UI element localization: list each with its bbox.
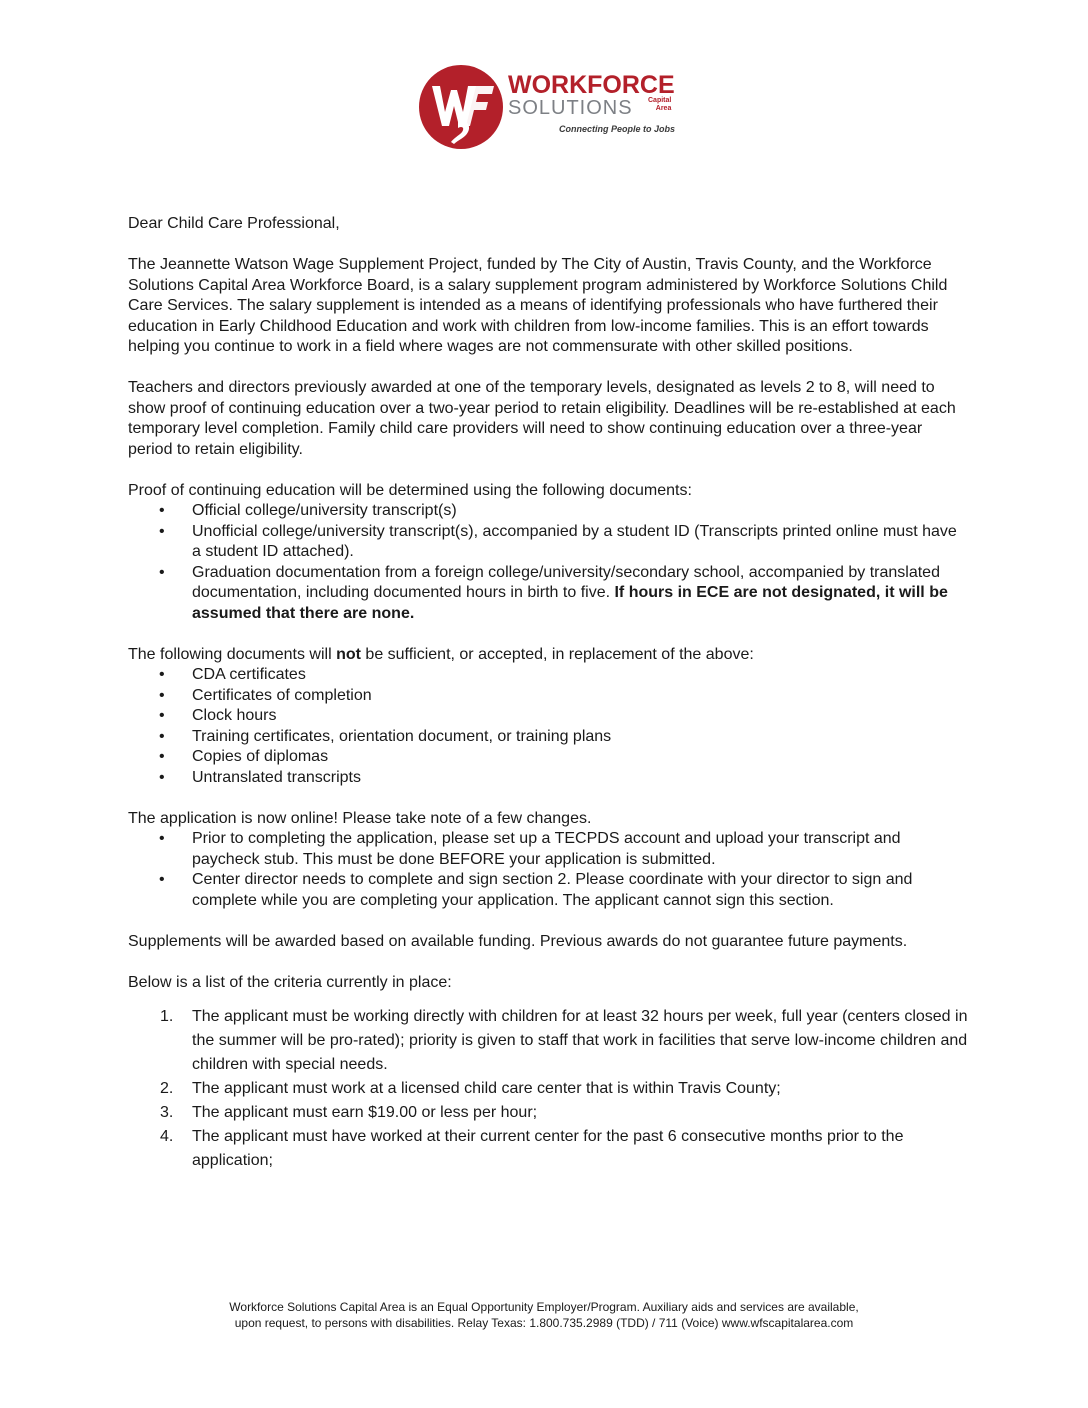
list-item (128, 1101, 968, 1125)
list-item-text: Center director needs to complete and sign section 2. Please coordinate with your director to sign and complete while you are completing your application. The applicant cannot sign this section. (192, 871, 913, 909)
list-item-text: Unofficial college/university transcript(s), accompanied by a student ID (Transcripts printed online must have a student ID attached). (192, 522, 957, 560)
bullet-icon: • (159, 666, 165, 683)
not-accepted-intro (128, 645, 968, 666)
list-item (128, 1005, 968, 1077)
list-item (128, 870, 968, 911)
footer (0, 1299, 1088, 1331)
list-item (128, 501, 968, 522)
list-item (128, 829, 968, 870)
bullet-icon: • (159, 707, 165, 724)
proof-list (128, 501, 968, 624)
bullet-icon: • (159, 522, 165, 540)
list-item-text: Graduation documentation from a foreign college/university/secondary school, accompanied by translated documentation, including documented hours in birth to five. (192, 563, 940, 601)
list-item-text: Training certificates, orientation document, or training plans (192, 727, 612, 745)
list-item-text: The applicant must earn $19.00 or less per hour; (192, 1104, 538, 1121)
list-item (128, 522, 968, 563)
bullet-icon: • (159, 768, 165, 786)
online-intro: The application is now online! Please take note of a few changes. (128, 809, 592, 827)
footer-line1: Workforce Solutions Capital Area is an Equal Opportunity Employer/Program. Auxiliary aids and services are available, (229, 1300, 859, 1314)
logo-solutions-text: SOLUTIONS (508, 97, 633, 119)
logo-tagline: Connecting People to Jobs (559, 124, 676, 134)
list-number: 2. (160, 1080, 174, 1097)
logo-region-line2: Area (655, 105, 672, 112)
bullet-icon: • (159, 502, 165, 519)
list-item (128, 563, 968, 625)
list-number: 3. (160, 1104, 174, 1121)
workforce-solutions-logo (418, 64, 688, 152)
list-item-text: The applicant must work at a licensed child care center that is within Travis County; (192, 1080, 781, 1097)
paragraph-program: The Jeannette Watson Wage Supplement Project, funded by The City of Austin, Travis County, and the Workforce Solutions Capital Area Workforce Board, is a salary supplement program administered by Workforce Solutions Child Care Services. The salary supplement is intended as a means of identifying professionals who have furthered their education in Early Childhood Education and work with children from low-income families. This is an effort towards helping you continue to work in a field where wages are not commensurate with other skilled positions. (128, 256, 948, 355)
footer-line2: upon request, to persons with disabilities. Relay Texas: 1.800.735.2989 (TDD) / 711 (Voice) www.wfscapitalarea.com (234, 1316, 854, 1330)
not-intro-bold: not (336, 645, 361, 663)
paragraph-funding: Supplements will be awarded based on available funding. Previous awards do not guarantee future payments. (128, 932, 908, 950)
list-item (128, 686, 968, 707)
list-item-text: Clock hours (192, 707, 277, 724)
logo-region-line1: Capital (648, 97, 672, 104)
list-item (128, 727, 968, 748)
list-item (128, 1125, 968, 1173)
paragraph-eligibility: Teachers and directors previously awarded at one of the temporary levels, designated as levels 2 to 8, will need to show proof of continuing education over a two-year period to retain eligibility. Deadlines will be re-established at each temporary level completion. Family child care providers will need to show continuing education over a three-year period to retain eligibility. (128, 379, 956, 458)
list-item-text: The applicant must have worked at their current center for the past 6 consecutive months prior to the application; (192, 1128, 904, 1169)
list-item-text: CDA certificates (192, 666, 306, 683)
list-item (128, 706, 968, 727)
bullet-icon: • (159, 686, 165, 704)
logo-region (648, 97, 671, 113)
bullet-icon: • (159, 563, 165, 581)
not-intro-post: be sufficient, or accepted, in replacement of the above: (360, 645, 754, 663)
not-intro-pre: The following documents will (128, 645, 337, 663)
criteria-intro: Below is a list of the criteria currently in place: (128, 973, 452, 991)
list-item (128, 1077, 968, 1101)
logo-workforce-text: WORKFORCE (508, 71, 675, 99)
proof-intro: Proof of continuing education will be determined using the following documents: (128, 481, 692, 499)
online-changes-list (128, 829, 968, 911)
list-item-text: The applicant must be working directly with children for at least 32 hours per week, full year (centers closed in the summer will be pro-rated); priority is given to staff that work in facilities that serve low-income children and children with special needs. (192, 1008, 968, 1073)
list-item (128, 665, 968, 686)
bullet-icon: • (159, 727, 165, 745)
bullet-icon: • (159, 830, 165, 847)
letter-body (128, 214, 968, 1194)
bullet-icon: • (159, 871, 165, 888)
list-item (128, 768, 968, 789)
list-item-text: Prior to completing the application, please set up a TECPDS account and upload your transcript and paycheck stub. This must be done BEFORE your application is submitted. (192, 830, 901, 868)
list-item-text: Untranslated transcripts (192, 768, 361, 786)
list-item-text: Official college/university transcript(s) (192, 502, 457, 519)
greeting: Dear Child Care Professional, (128, 215, 340, 232)
list-item (128, 747, 968, 768)
criteria-list (128, 1005, 968, 1173)
not-accepted-list (128, 665, 968, 788)
list-number: 1. (160, 1008, 174, 1025)
wf-logo-mark-icon (418, 64, 504, 150)
list-item-text: Copies of diplomas (192, 748, 329, 765)
list-item-text: Certificates of completion (192, 686, 372, 704)
list-item-bold-text: If hours in ECE are not designated, it will be assumed that there are none. (192, 584, 948, 622)
list-number: 4. (160, 1128, 174, 1145)
bullet-icon: • (159, 748, 165, 765)
